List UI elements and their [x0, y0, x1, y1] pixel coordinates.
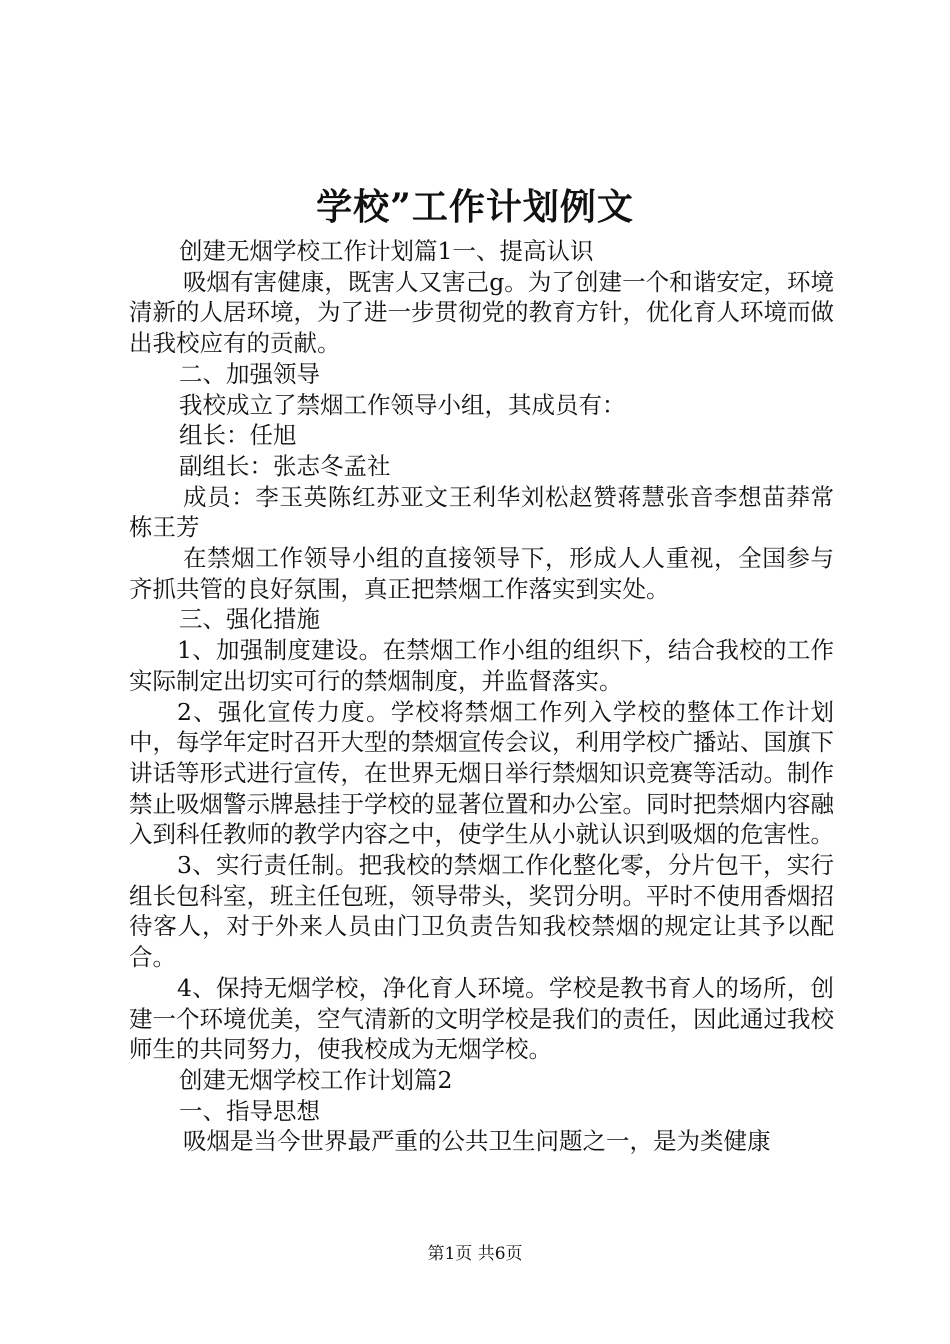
paragraph-measure-3: 3、实行责任制。把我校的禁烟工作化整化零，分片包干，实行组长包科室，班主任包班，领导带头，奖罚分明。平时不使用香烟招待客人，对于外来人员由门卫负责告知我校禁烟的规定让其予以配合。	[129, 851, 834, 972]
paragraph-guiding-heading: 一、指导思想	[179, 1096, 320, 1125]
document-title: 学校”工作计划例文	[316, 186, 634, 228]
paragraph-measures-heading: 三、强化措施	[179, 605, 320, 634]
paragraph-leadership-effect: 在禁烟工作领导小组的直接领导下，形成人人重视，全国参与齐抓共管的良好氛围，真正把禁烟工作落实到实处。	[129, 544, 834, 603]
paragraph-section1-heading: 创建无烟学校工作计划篇1一、提高认识	[179, 237, 594, 265]
paragraph-leadership-heading: 二、加强领导	[179, 359, 320, 388]
paragraph-members: 成员：李玉英陈红苏亚文王利华刘松赵赞蒋慧张音李想苗莽常栋王芳	[129, 482, 834, 542]
document-body	[129, 236, 834, 1157]
paragraph-deputy-leader: 副组长：张志冬孟社	[179, 451, 391, 480]
paragraph-measure-4: 4、保持无烟学校，净化育人环境。学校是教书育人的场所，创建一个环境优美，空气清新的文明学校是我们的责任，因此通过我校师生的共同努力，使我校成为无烟学校。	[129, 973, 834, 1064]
paragraph-leadership-intro: 我校成立了禁烟工作领导小组，其成员有：	[179, 390, 626, 419]
paragraph-measure-1: 1、加强制度建设。在禁烟工作小组的组织下，结合我校的工作实际制定出切实可行的禁烟制度，并监督落实。	[129, 636, 834, 695]
page-footer: 第1页 共6页	[427, 1244, 523, 1264]
paragraph-measure-2: 2、强化宣传力度。学校将禁烟工作列入学校的整体工作计划中，每学年定时召开大型的禁烟宣传会议，利用学校广播站、国旗下讲话等形式进行宣传，在世界无烟日举行禁烟知识竞赛等活动。制作禁止吸烟警示牌悬挂于学校的显著位置和办公室。同时把禁烟内容融入到科任教师的教学内容之中，使学生从小就认识到吸烟的危害性。	[129, 697, 834, 849]
paragraph-section2-heading: 创建无烟学校工作计划篇2	[179, 1065, 453, 1094]
paragraph-group-leader: 组长：任旭	[179, 421, 297, 450]
paragraph-guiding-text: 吸烟是当今世界最严重的公共卫生问题之一，是为类健康	[183, 1127, 771, 1156]
paragraph-awareness: 吸烟有害健康，既害人又害己g。为了创建一个和谐安定，环境清新的人居环境，为了进一步贯彻党的教育方针，优化育人环境而做出我校应有的贡献。	[129, 267, 834, 358]
